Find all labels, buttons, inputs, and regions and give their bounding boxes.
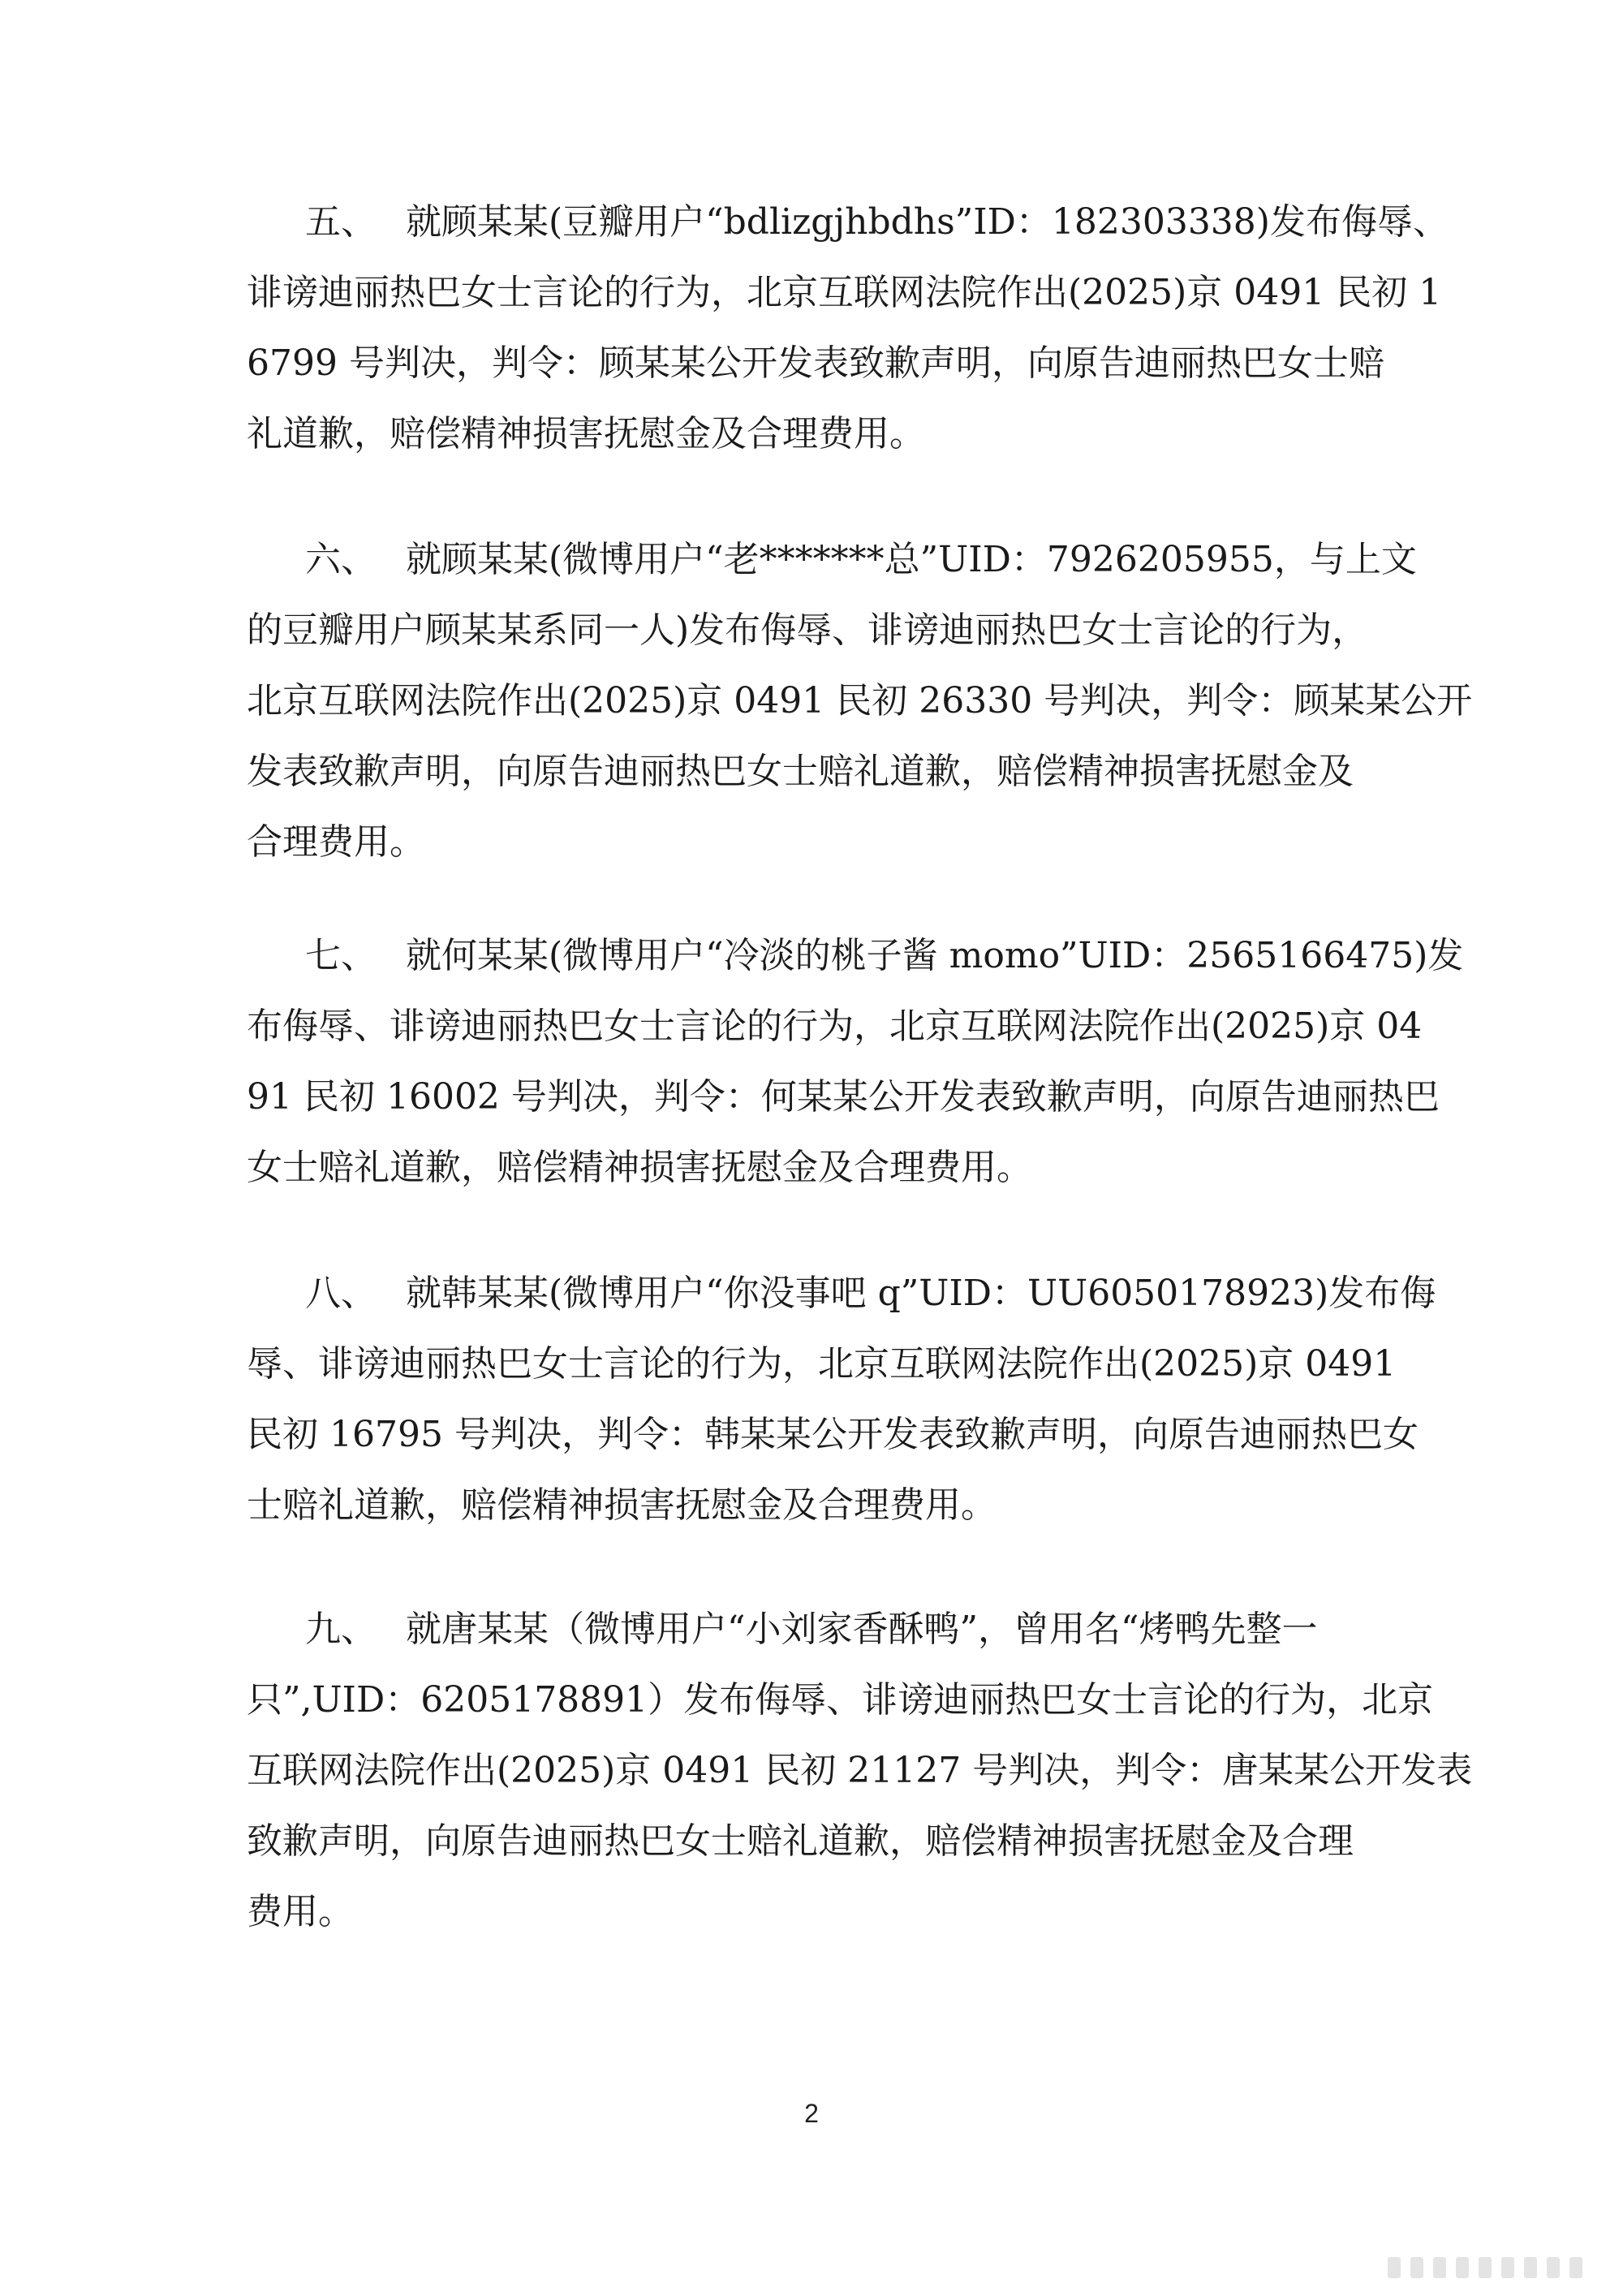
paragraph-line: 的豆瓣用户顾某某系同一人)发布侮辱、诽谤迪丽热巴女士言论的行为， [247,610,1368,651]
paragraph-line: 布侮辱、诽谤迪丽热巴女士言论的行为，北京互联网法院作出(2025)京 04 [247,1006,1423,1047]
paragraph-line: 只”,UID：6205178891）发布侮辱、诽谤迪丽热巴女士言论的行为，北京 [247,1679,1434,1721]
paragraph-6 [247,524,1473,877]
paragraph-line: 费用。 [247,1891,354,1932]
paragraph-line: 6799 号判决，判令：顾某某公开发表致歉声明，向原告迪丽热巴女士赔 [247,342,1384,384]
paragraph-line: 辱、诽谤迪丽热巴女士言论的行为，北京互联网法院作出(2025)京 0491 [247,1343,1397,1385]
paragraph-9 [247,1594,1473,1947]
paragraph-line: 女士赔礼道歉，赔偿精神损害抚慰金及合理费用。 [247,1147,1032,1188]
paragraph-line: 发表致歉声明，向原告迪丽热巴女士赔礼道歉，赔偿精神损害抚慰金及 [247,751,1354,792]
paragraph-8 [247,1258,1436,1540]
paragraph-line: 八、 就韩某某(微博用户“你没事吧 q”UID：UU6050178923)发布侮 [305,1273,1436,1314]
paragraph-line: 互联网法院作出(2025)京 0491 民初 21127 号判决，判令：唐某某公开发表 [247,1750,1473,1791]
paragraph-line: 91 民初 16002 号判决，判令：何某某公开发表致歉声明，向原告迪丽热巴 [247,1076,1440,1118]
signal-bars-icon [1388,2257,1582,2278]
paragraph-line: 民初 16795 号判决，判令：韩某某公开发表致歉声明，向原告迪丽热巴女 [247,1414,1419,1455]
paragraph-line: 北京互联网法院作出(2025)京 0491 民初 26330 号判决，判令：顾某某公开 [247,680,1473,722]
paragraph-5 [247,187,1449,469]
paragraph-line: 礼道歉，赔偿精神损害抚慰金及合理费用。 [247,413,925,454]
paragraph-line: 七、 就何某某(微博用户“冷淡的桃子酱 momo”UID：2565166475)发 [305,935,1464,976]
page-number: 2 [804,2099,819,2128]
paragraph-line: 五、 就顾某某(豆瓣用户“bdlizgjhbdhs”ID：182303338)发布侮辱、 [305,201,1449,243]
paragraph-line: 致歉声明，向原告迪丽热巴女士赔礼道歉，赔偿精神损害抚慰金及合理 [247,1820,1354,1862]
paragraph-line: 六、 就顾某某(微博用户“老*******总”UID：7926205955，与上文 [305,539,1417,580]
paragraph-line: 士赔礼道歉，赔偿精神损害抚慰金及合理费用。 [247,1484,997,1526]
paragraph-line: 九、 就唐某某（微博用户“小刘家香酥鸭”，曾用名“烤鸭先整一 [305,1609,1318,1650]
paragraph-7 [247,920,1464,1203]
paragraph-line: 合理费用。 [247,821,425,863]
paragraph-line: 诽谤迪丽热巴女士言论的行为，北京互联网法院作出(2025)京 0491 民初 1 [247,272,1442,313]
